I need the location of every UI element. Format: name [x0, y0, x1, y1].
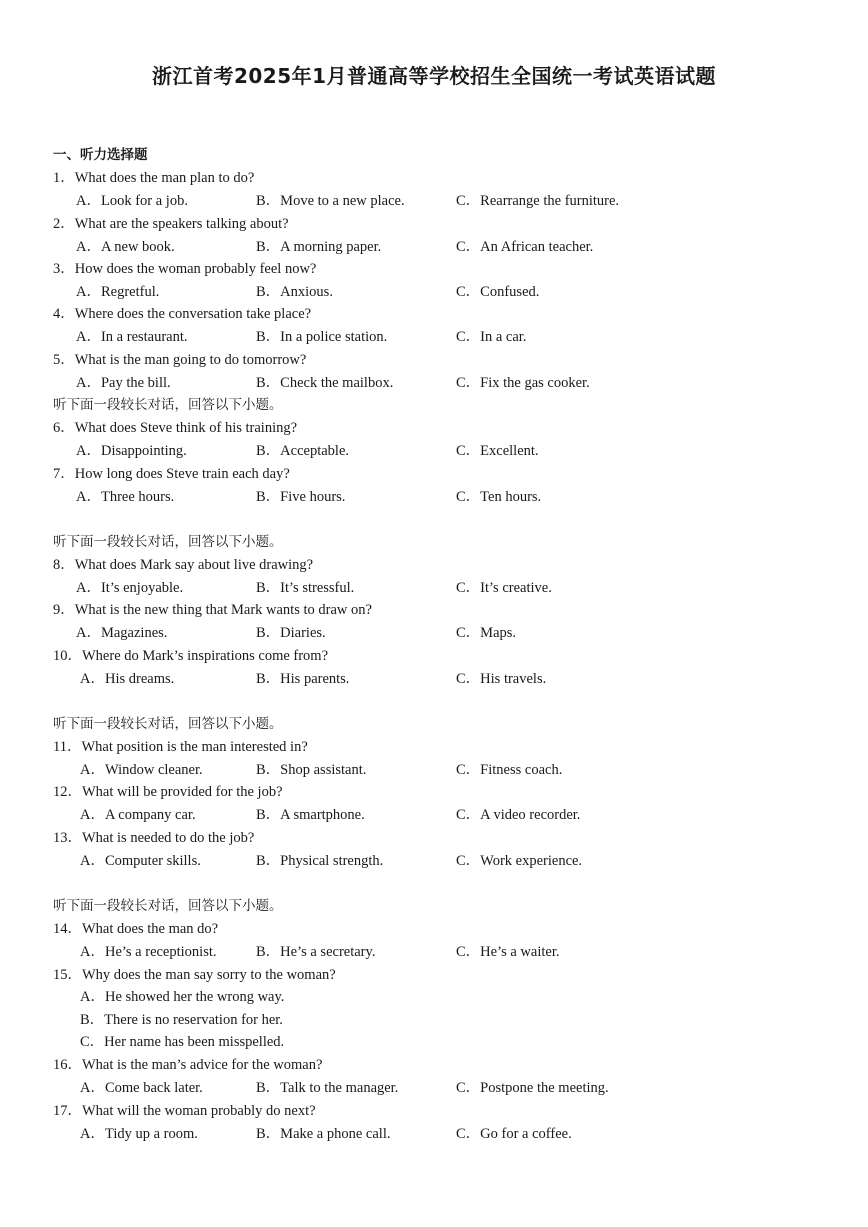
question-stem: 13．What is needed to do the job?	[53, 830, 255, 846]
question-stem: 3．How does the woman probably feel now?	[53, 261, 317, 277]
answer-option: C．Fitness coach.	[456, 761, 563, 778]
answer-option: A．Tidy up a room.	[80, 1125, 198, 1142]
answer-option: B．Acceptable.	[256, 442, 350, 459]
answer-option: B．Diaries.	[256, 624, 326, 641]
answer-option: A．Computer skills.	[80, 852, 201, 869]
answer-option: A．A new book.	[76, 238, 175, 255]
answer-option: B．Shop assistant.	[256, 761, 367, 778]
question-stem: 17．What will the woman probably do next?	[53, 1103, 316, 1119]
question-stem: 5．What is the man going to do tomorrow?	[53, 352, 307, 368]
answer-option: B．Check the mailbox.	[256, 374, 394, 391]
answer-option: B．Five hours.	[256, 488, 346, 505]
question-stem: 10．Where do Mark’s inspirations come from?	[53, 648, 329, 664]
answer-option: C．Maps.	[456, 624, 517, 641]
answer-option: B．Talk to the manager.	[256, 1079, 399, 1096]
answer-option: C．Rearrange the furniture.	[456, 192, 620, 209]
question-stem: 6．What does Steve think of his training?	[53, 420, 298, 436]
question-stem: 9．What is the new thing that Mark wants to draw on?	[53, 602, 372, 618]
answer-option: B．Make a phone call.	[256, 1125, 391, 1142]
answer-option: C．Excellent.	[456, 442, 539, 459]
answer-option: B．Physical strength.	[256, 852, 384, 869]
answer-option: B．Move to a new place.	[256, 192, 405, 209]
answer-option: B．A smartphone.	[256, 806, 365, 823]
answer-option: A．Disappointing.	[76, 442, 187, 459]
answer-option: A．Pay the bill.	[76, 374, 171, 391]
answer-option: A．It’s enjoyable.	[76, 579, 184, 596]
answer-option: C．Fix the gas cooker.	[456, 374, 590, 391]
answer-option: C．Her name has been misspelled.	[80, 1034, 285, 1050]
answer-option: A．Come back later.	[80, 1079, 203, 1096]
answer-option: C．Ten hours.	[456, 488, 542, 505]
answer-option: C．Go for a coffee.	[456, 1125, 572, 1142]
question-stem: 11．What position is the man interested in?	[53, 739, 308, 755]
exam-title: 浙江首考2025年1月普通高等学校招生全国统一考试英语试题	[151, 64, 717, 88]
answer-option: C．Work experience.	[456, 852, 583, 869]
answer-option: B．In a police station.	[256, 328, 388, 345]
answer-option: C．Postpone the meeting.	[456, 1079, 609, 1096]
section-heading: 一、听力选择题	[53, 147, 148, 163]
question-stem: 1．What does the man plan to do?	[53, 170, 255, 186]
answer-option: C．His travels.	[456, 670, 547, 687]
question-stem: 7．How long does Steve train each day?	[53, 466, 290, 482]
answer-option: B．He’s a secretary.	[256, 943, 376, 960]
answer-option: A．Magazines.	[76, 624, 168, 641]
answer-option: C．In a car.	[456, 328, 527, 345]
answer-option: A．Regretful.	[76, 283, 160, 300]
answer-option: A．Look for a job.	[76, 192, 188, 209]
answer-option: C．A video recorder.	[456, 806, 581, 823]
question-stem: 4．Where does the conversation take place?	[53, 306, 312, 322]
question-stem: 14．What does the man do?	[53, 921, 219, 937]
instruction-text: 听下面一段较长对话，回答以下小题。	[53, 397, 283, 413]
answer-option: A．He’s a receptionist.	[80, 943, 217, 960]
question-stem: 8．What does Mark say about live drawing?	[53, 557, 314, 573]
answer-option: B．His parents.	[256, 670, 350, 687]
answer-option: A．Window cleaner.	[80, 761, 203, 778]
answer-option: A．He showed her the wrong way.	[80, 989, 285, 1005]
answer-option: A．His dreams.	[80, 670, 175, 687]
answer-option: C．It’s creative.	[456, 579, 552, 596]
answer-option: A．A company car.	[80, 806, 196, 823]
instruction-text: 听下面一段较长对话，回答以下小题。	[53, 716, 283, 732]
answer-option: B．There is no reservation for her.	[80, 1011, 283, 1028]
answer-option: C．An African teacher.	[456, 238, 594, 255]
answer-option: C．He’s a waiter.	[456, 943, 560, 960]
question-stem: 12．What will be provided for the job?	[53, 784, 283, 800]
answer-option: B．It’s stressful.	[256, 579, 355, 596]
answer-option: B．A morning paper.	[256, 238, 382, 255]
answer-option: A．In a restaurant.	[76, 328, 188, 345]
instruction-text: 听下面一段较长对话，回答以下小题。	[53, 898, 283, 914]
answer-option: A．Three hours.	[76, 488, 175, 505]
answer-option: B．Anxious.	[256, 283, 333, 300]
answer-option: C．Confused.	[456, 283, 540, 300]
instruction-text: 听下面一段较长对话，回答以下小题。	[53, 534, 283, 550]
question-stem: 15．Why does the man say sorry to the woman?	[53, 967, 336, 983]
question-stem: 2．What are the speakers talking about?	[53, 216, 289, 232]
question-stem: 16．What is the man’s advice for the woman?	[53, 1057, 323, 1073]
